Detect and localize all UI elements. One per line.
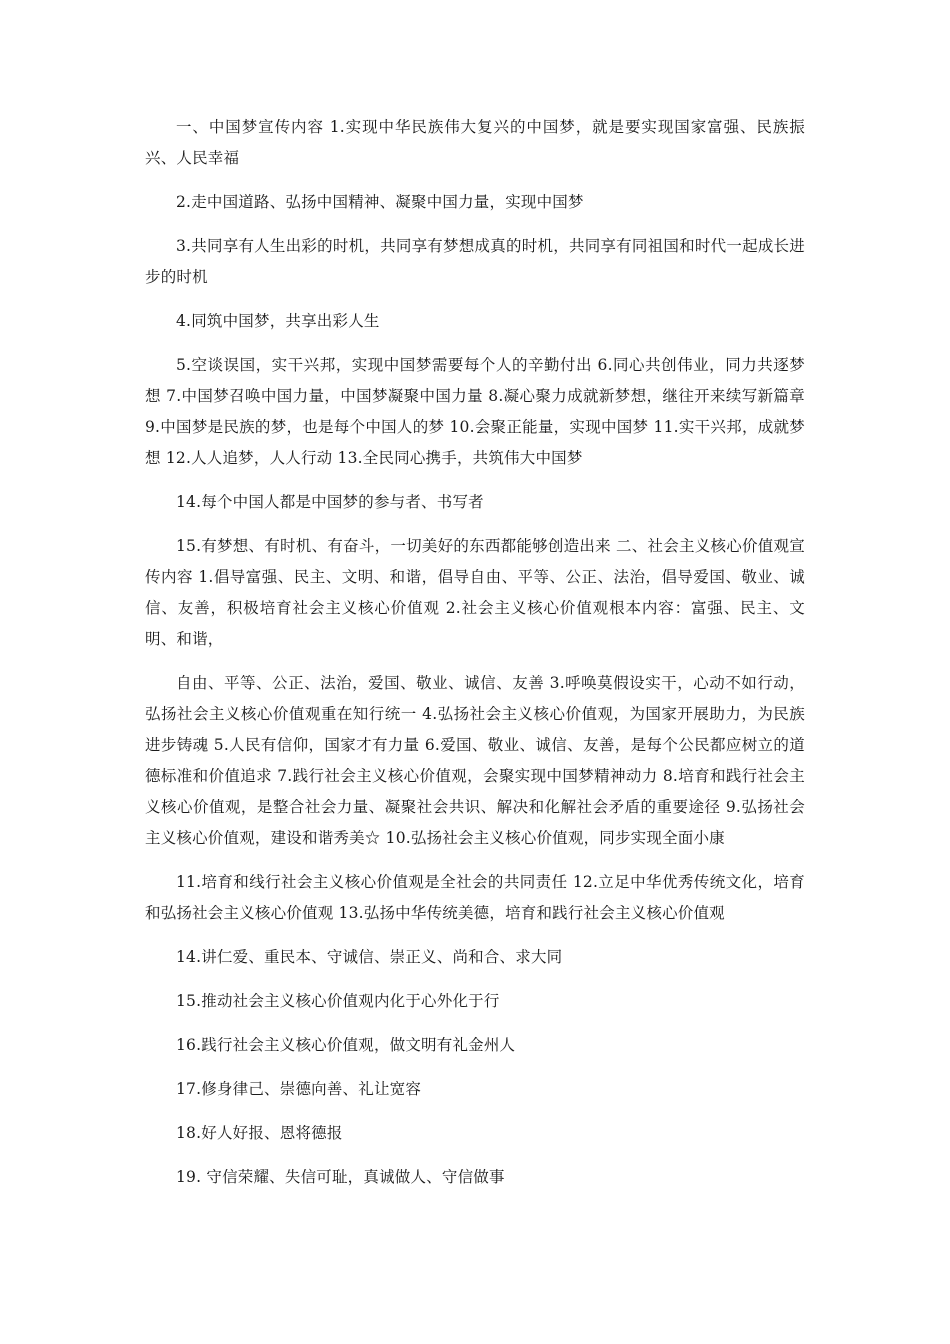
paragraph-2: 2.走中国道路、弘扬中国精神、凝聚中国力量，实现中国梦 [176,193,584,211]
paragraph-10: 14.讲仁爱、重民本、守诚信、崇正义、尚和合、求大同 [176,948,563,966]
paragraph-12: 16.践行社会主义核心价值观，做文明有礼金州人 [176,1036,516,1054]
paragraph-4: 4.同筑中国梦，共享出彩人生 [176,312,380,330]
paragraph-11: 15.推动社会主义核心价值观内化于心外化于行 [176,992,500,1010]
paragraph-9: 11.培育和线行社会主义核心价值观是全社会的共同责任 12.立足中华优秀传统文化，培育和弘扬社会主义核心价值观 13.弘扬中华传统美德，培育和践行社会主义核心价值观 [145,873,805,922]
paragraph-8: 自由、平等、公正、法治，爱国、敬业、诚信、友善 3.呼唤莫假设实干，心动不如行动，弘扬社会主义核心价值观重在知行统一 4.弘扬社会主义核心价值观，为国家开展助力，为民族进步铸魂 5.人民有信仰，国家才有力量 6.爱国、敬业、诚信、友善，是每个公民都应树立的道德标准和价值追求 7.践行社会主义核心价值观，会聚实现中国梦精神动力 8.培育和践行社会主义核心价值观，是整合社会力量、凝聚社会共识、解决和化解社会矛盾的重要途径 9.弘扬社会主义核心价值观，建设和谐秀美☆ 10.弘扬社会主义核心价值观，同步实现全面小康 [145,674,805,847]
paragraph-6: 14.每个中国人都是中国梦的参与者、书写者 [176,493,484,511]
paragraph-14: 18.好人好报、恩将德报 [176,1124,343,1142]
paragraph-3: 3.共同享有人生出彩的时机，共同享有梦想成真的时机，共同享有同祖国和时代一起成长进步的时机 [145,237,805,286]
paragraph-1: 一、中国梦宣传内容 1.实现中华民族伟大复兴的中国梦，就是要实现国家富强、民族振兴、人民幸福 [145,118,805,167]
paragraph-5: 5.空谈误国，实干兴邦，实现中国梦需要每个人的辛勤付出 6.同心共创伟业，同力共逐梦想 7.中国梦召唤中国力量，中国梦凝聚中国力量 8.凝心聚力成就新梦想，继往开来续写新篇章 9.中国梦是民族的梦，也是每个中国人的梦 10.会聚正能量，实现中国梦 11.实干兴邦，成就梦想 12.人人追梦，人人行动 13.全民同心携手，共筑伟大中国梦 [145,356,805,467]
paragraph-13: 17.修身律己、崇德向善、礼让宽容 [176,1080,422,1098]
document-body [145,112,805,1206]
paragraph-7: 15.有梦想、有时机、有奋斗，一切美好的东西都能够创造出来 二、社会主义核心价值观宣传内容 1.倡导富强、民主、文明、和谐，倡导自由、平等、公正、法治，倡导爱国、敬业、诚信、友善，积极培育社会主义核心价值观 2.社会主义核心价值观根本内容：富强、民主、文明、和谐， [145,537,805,648]
paragraph-15: 19. 守信荣耀、失信可耻，真诚做人、守信做事 [176,1168,505,1186]
